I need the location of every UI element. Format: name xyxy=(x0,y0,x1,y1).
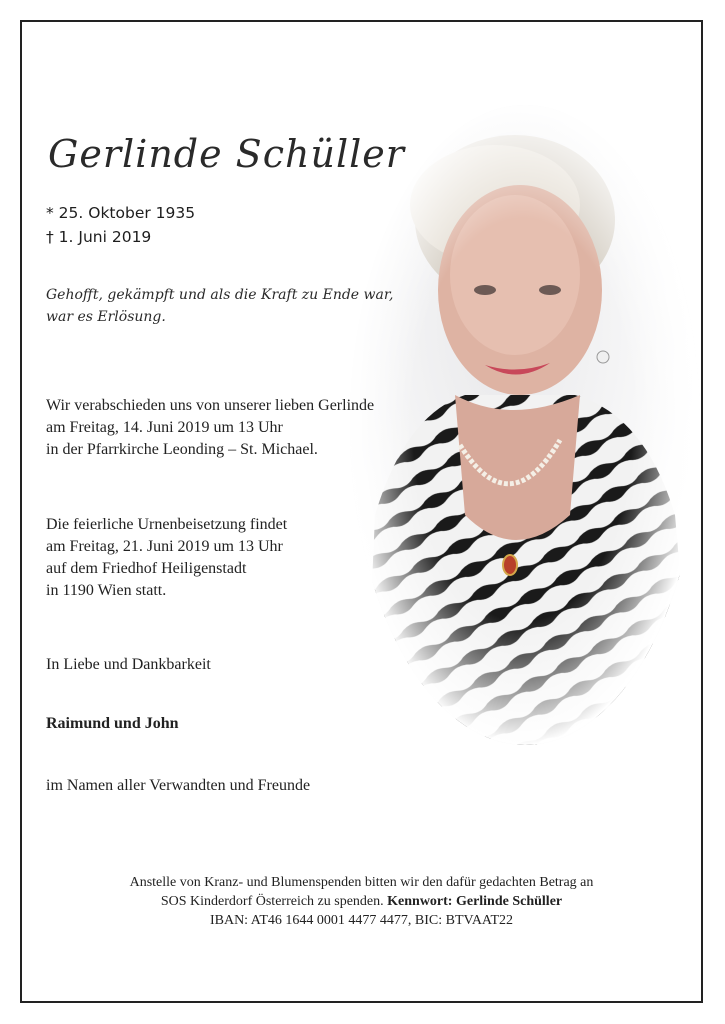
donation-keyword: Kennwort: Gerlinde Schüller xyxy=(387,894,563,909)
donation-line xyxy=(30,892,693,911)
closing-phrase: In Liebe und Dankbarkeit xyxy=(46,656,211,673)
donation-line: Anstelle von Kranz- und Blumenspenden bitten wir den dafür gedachten Betrag an xyxy=(129,875,594,890)
farewell-line: in der Pfarrkirche Leonding – St. Michael. xyxy=(46,441,318,458)
on-behalf-line: im Namen aller Verwandten und Freunde xyxy=(46,777,311,794)
urn-line: auf dem Friedhof Heiligenstadt xyxy=(46,560,247,577)
death-date: † 1. Juni 2019 xyxy=(46,228,152,246)
birth-date: * 25. Oktober 1935 xyxy=(46,204,196,222)
donation-text: SOS Kinderdorf Österreich zu spenden. xyxy=(160,894,384,909)
portrait-photo xyxy=(345,95,700,745)
signers: Raimund und John xyxy=(46,715,179,732)
memorial-quote xyxy=(46,284,393,328)
deceased-name: Gerlinde Schüller xyxy=(48,132,405,176)
farewell-paragraph xyxy=(46,395,374,461)
donation-note xyxy=(30,873,693,930)
life-dates xyxy=(46,201,195,249)
urn-line: Die feierliche Urnenbeisetzung findet xyxy=(46,516,288,533)
farewell-line: Wir verabschieden uns von unserer lieben Gerlinde xyxy=(46,397,375,414)
urn-line: am Freitag, 21. Juni 2019 um 13 Uhr xyxy=(46,538,283,555)
quote-line: war es Erlösung. xyxy=(46,309,166,325)
farewell-line: am Freitag, 14. Juni 2019 um 13 Uhr xyxy=(46,419,283,436)
bank-details: IBAN: AT46 1644 0001 4477 4477, BIC: BTVAAT22 xyxy=(209,913,514,928)
urn-line: in 1190 Wien statt. xyxy=(46,582,167,599)
quote-line: Gehofft, gekämpft und als die Kraft zu Ende war, xyxy=(46,287,394,303)
urn-burial-paragraph xyxy=(46,514,287,602)
